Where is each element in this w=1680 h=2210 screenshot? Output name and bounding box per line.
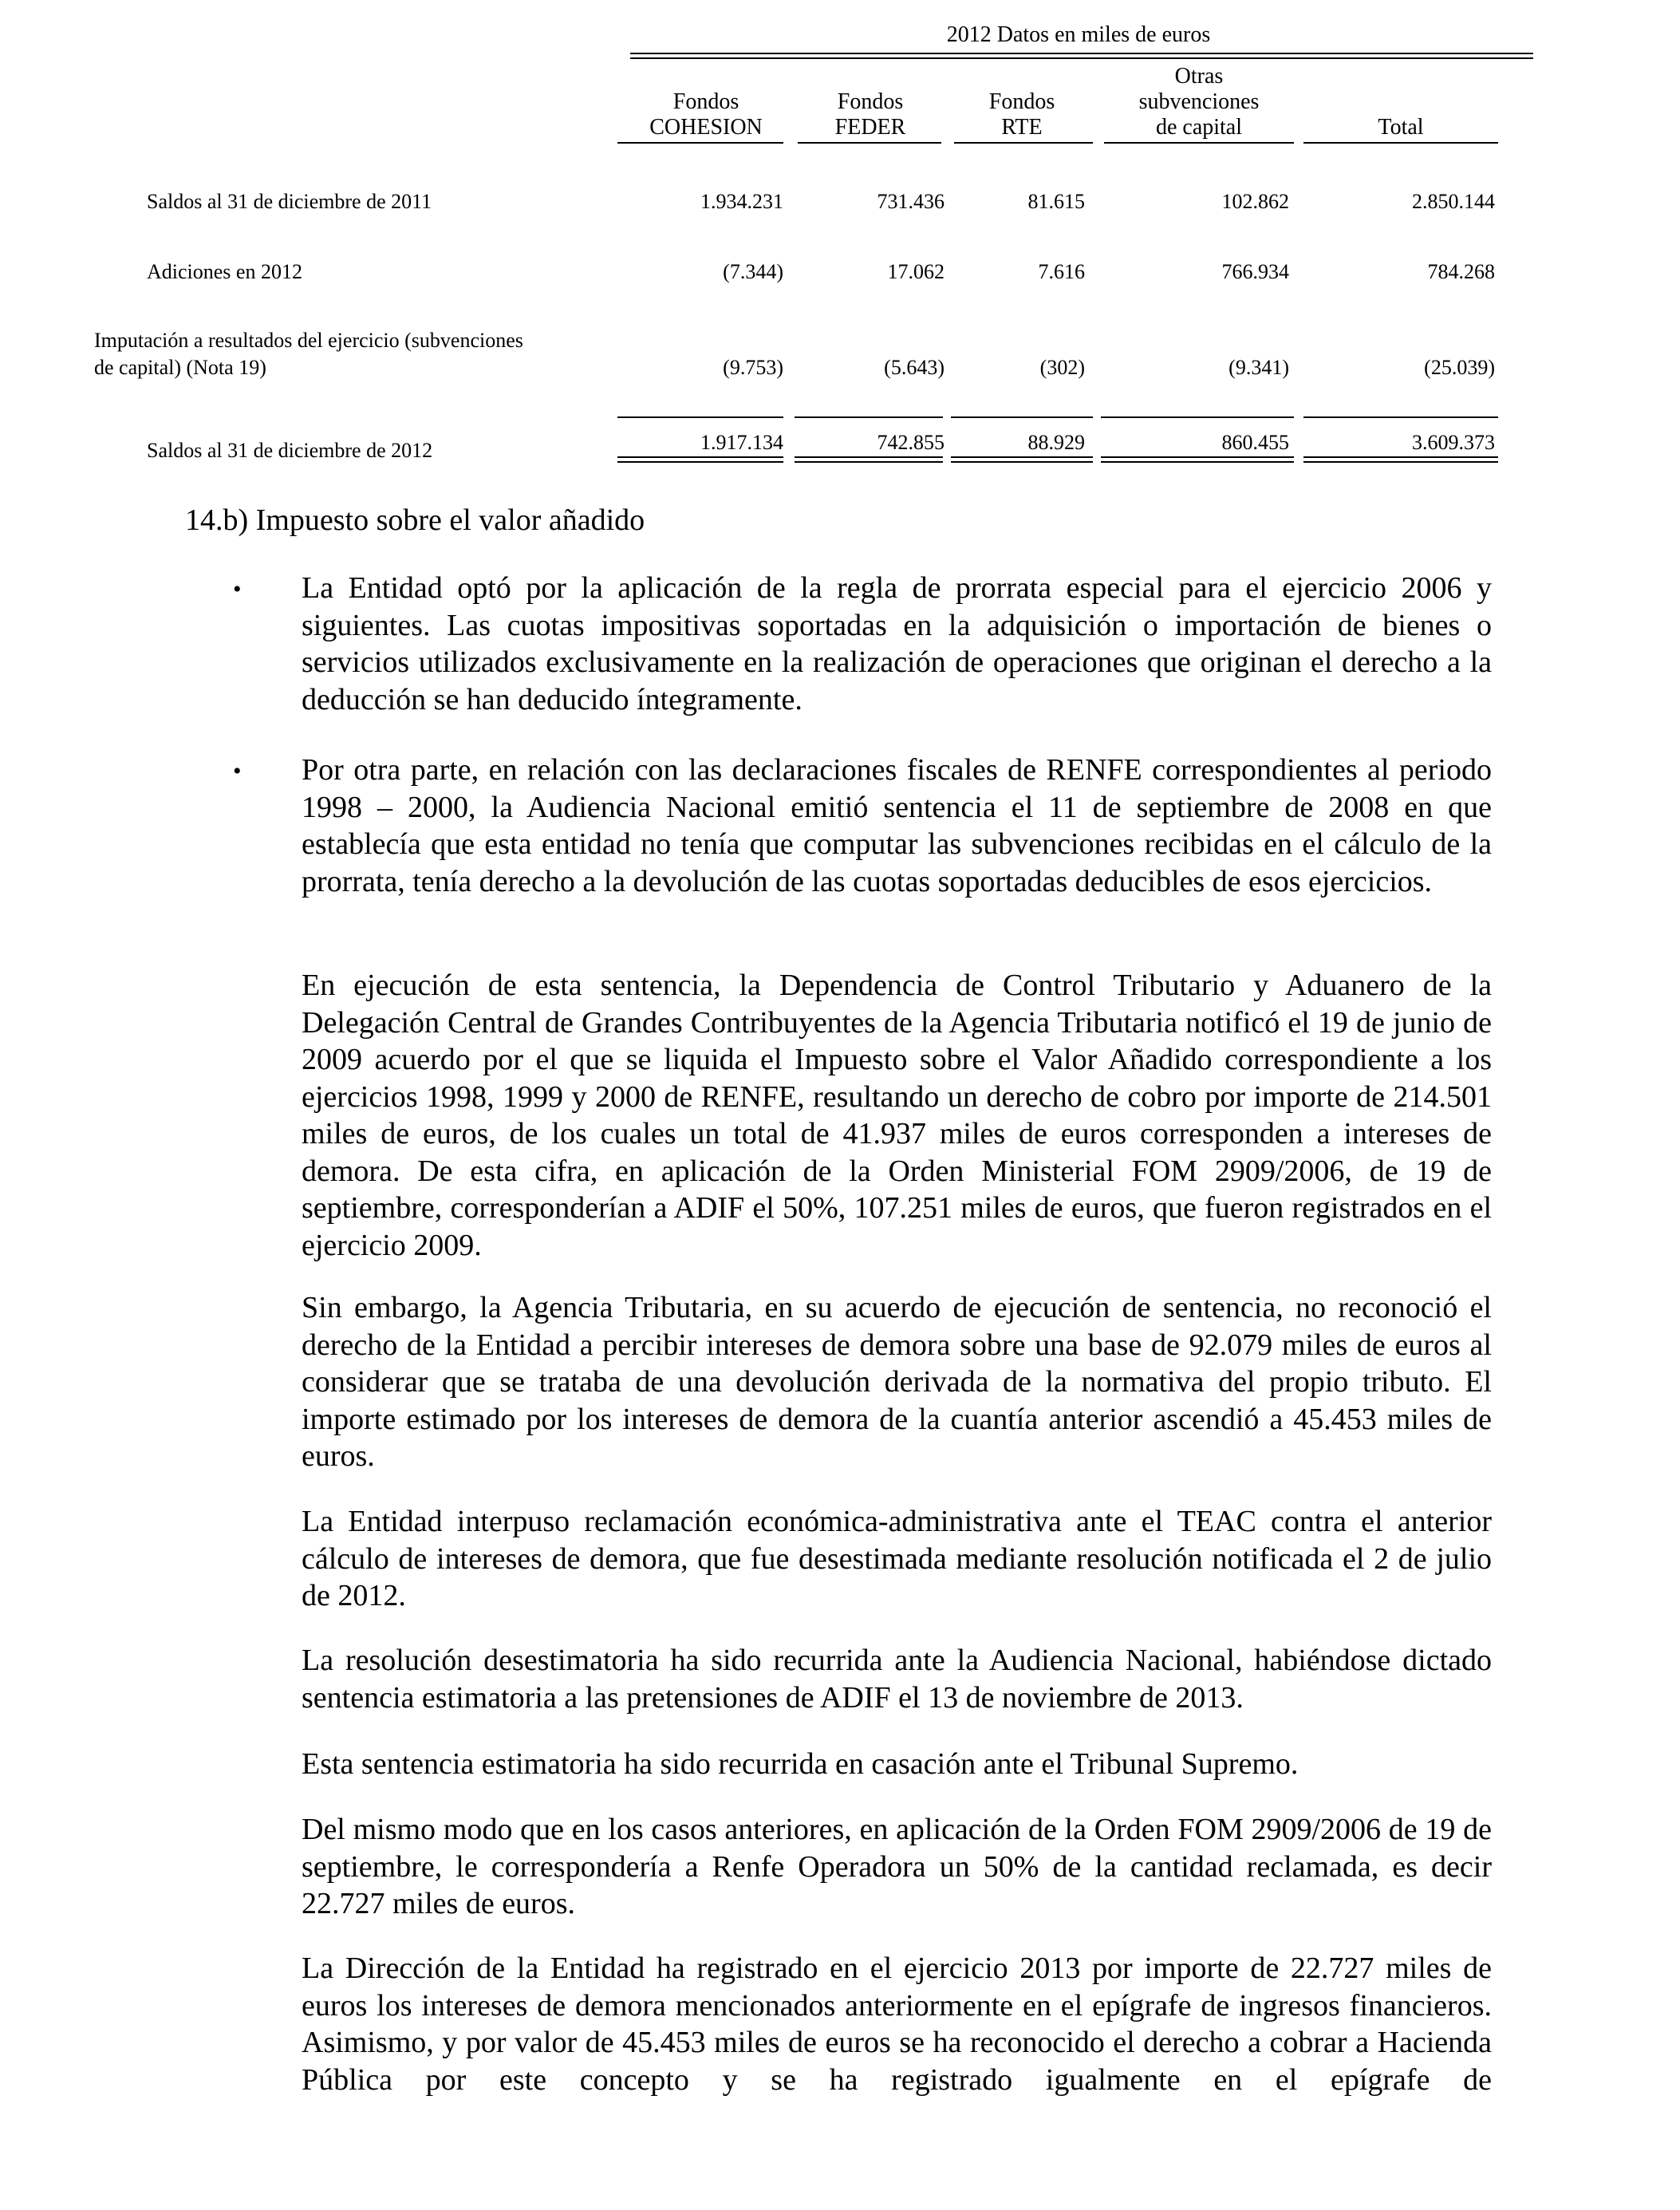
table-cell: (9.341) [1228,356,1289,379]
table-cell: 766.934 [1221,260,1289,283]
total-rule [951,416,1093,418]
paragraph: Del mismo modo que en los casos anteriores, en aplicación de la Orden FOM 2909/2006 de 19 de septiembre, le correspondería a Renfe Operadora un 50% de la cantidad reclamada, es decir 22.727 miles de euros. [302,1813,1492,1920]
header-underline [1303,142,1498,144]
paragraph: La Dirección de la Entidad ha registrado en el ejercicio 2013 por importe de 22.727 miles de euros los intereses de demora mencionados anteriormente en el epígrafe de ingresos financieros. Asimismo, y por valor de 45.453 miles de euros se ha reconocido el derecho a cobrar a Hacienda Pública por este concepto y se ha registrado igualmente en el epígrafe de [302,1952,1492,2097]
table-cell: 1.917.134 [700,431,783,454]
table-cell: 88.929 [1027,431,1085,454]
double-underline [951,456,1093,463]
header-underline [617,142,783,144]
paragraph: La Entidad interpuso reclamación económica-administrativa ante el TEAC contra el anterior cálculo de intereses de demora, que fue desestimada mediante resolución notificada el 2 de julio de 2012. [302,1505,1492,1612]
column-header-total: Total [1378,115,1424,140]
double-underline [795,456,943,463]
table-cell: (5.643) [884,356,945,379]
paragraph: La Entidad optó por la aplicación de la regla de prorrata especial para el ejercicio 2006 y siguientes. Las cuotas impositivas soportadas en la adquisición o importación de bienes o servicios utilizados exclusivamente en la realización de operaciones que originan el derecho a la deducción se han deducido íntegramente. [302,571,1492,716]
table-cell: 102.862 [1221,190,1289,213]
table-caption: 2012 Datos en miles de euros [946,22,1211,47]
row-label-saldos-2012: Saldos al 31 de diciembre de 2012 [147,439,433,462]
header-underline [1104,142,1294,144]
column-header-cohesion: Fondos COHESION [649,89,763,140]
bullet-marker: • [233,758,242,784]
table-cell: 731.436 [877,190,945,213]
caption-rule-bottom [630,57,1533,59]
section-heading: 14.b) Impuesto sobre el valor añadido [185,503,645,537]
table-cell: 784.268 [1427,260,1495,283]
paragraph: Por otra parte, en relación con las declaraciones fiscales de RENFE correspondientes al periodo 1998 – 2000, la Audiencia Nacional emitió sentencia el 11 de septiembre de 2008 en que establecía que esta entidad no tenía que computar las subvenciones recibidas en el cálculo de la prorrata, tenía derecho a la devolución de las cuotas soportadas deducibles de esos ejercicios. [302,753,1492,898]
header-underline [798,142,941,144]
total-rule [1303,416,1498,418]
table-cell: 3.609.373 [1412,431,1495,454]
row-label-imputacion-line1: Imputación a resultados del ejercicio (subvenciones [94,329,523,352]
total-rule [1101,416,1294,418]
bullet-marker: • [233,576,242,602]
caption-rule-top [630,53,1533,54]
row-label-adiciones: Adiciones en 2012 [147,260,302,283]
paragraph: Sin embargo, la Agencia Tributaria, en su acuerdo de ejecución de sentencia, no reconoció el derecho de la Entidad a percibir intereses de demora sobre una base de 92.079 miles de euros al considerar que se trataba de una devolución derivada de la normativa del propio tributo. El importe estimado por los intereses de demora de la cuantía anterior ascendió a 45.453 miles de euros. [302,1291,1492,1473]
header-underline [954,142,1093,144]
column-header-otras-subvenciones: Otras subvenciones de capital [1138,64,1260,140]
row-label-saldos-2011: Saldos al 31 de diciembre de 2011 [147,190,432,213]
total-rule [795,416,943,418]
paragraph: Esta sentencia estimatoria ha sido recurrida en casación ante el Tribunal Supremo. [302,1747,1299,1781]
table-cell: 1.934.231 [700,190,783,213]
table-cell: 860.455 [1221,431,1289,454]
row-label-imputacion-line2: de capital) (Nota 19) [94,356,266,379]
paragraph: La resolución desestimatoria ha sido recurrida ante la Audiencia Nacional, habiéndose dictado sentencia estimatoria a las pretensiones de ADIF el 13 de noviembre de 2013. [302,1644,1492,1715]
table-cell: (302) [1039,356,1085,379]
column-header-rte: Fondos RTE [988,89,1055,140]
table-cell: 81.615 [1027,190,1085,213]
table-cell: 7.616 [1038,260,1085,283]
double-underline [1101,456,1294,463]
table-cell: 742.855 [877,431,945,454]
table-cell: (7.344) [723,260,783,283]
double-underline [1303,456,1498,463]
table-cell: 2.850.144 [1412,190,1495,213]
subsidies-table [0,0,1680,479]
double-underline [617,456,783,463]
column-header-feder: Fondos FEDER [834,89,906,140]
total-rule [617,416,783,418]
table-cell: (25.039) [1424,356,1495,379]
table-cell: 17.062 [887,260,945,283]
paragraph: En ejecución de esta sentencia, la Dependencia de Control Tributario y Aduanero de la Delegación Central de Grandes Contribuyentes de la Agencia Tributaria notificó el 19 de junio de 2009 acuerdo por el que se liquida el Impuesto sobre el Valor Añadido correspondiente a los ejercicios 1998, 1999 y 2000 de RENFE, resultando un derecho de cobro por importe de 214.501 miles de euros, de los cuales un total de 41.937 miles de euros corresponden a intereses de demora. De esta cifra, en aplicación de la Orden Ministerial FOM 2909/2006, de 19 de septiembre, corresponderían a ADIF el 50%, 107.251 miles de euros, que fueron registrados en el ejercicio 2009. [302,969,1492,1262]
table-cell: (9.753) [723,356,783,379]
